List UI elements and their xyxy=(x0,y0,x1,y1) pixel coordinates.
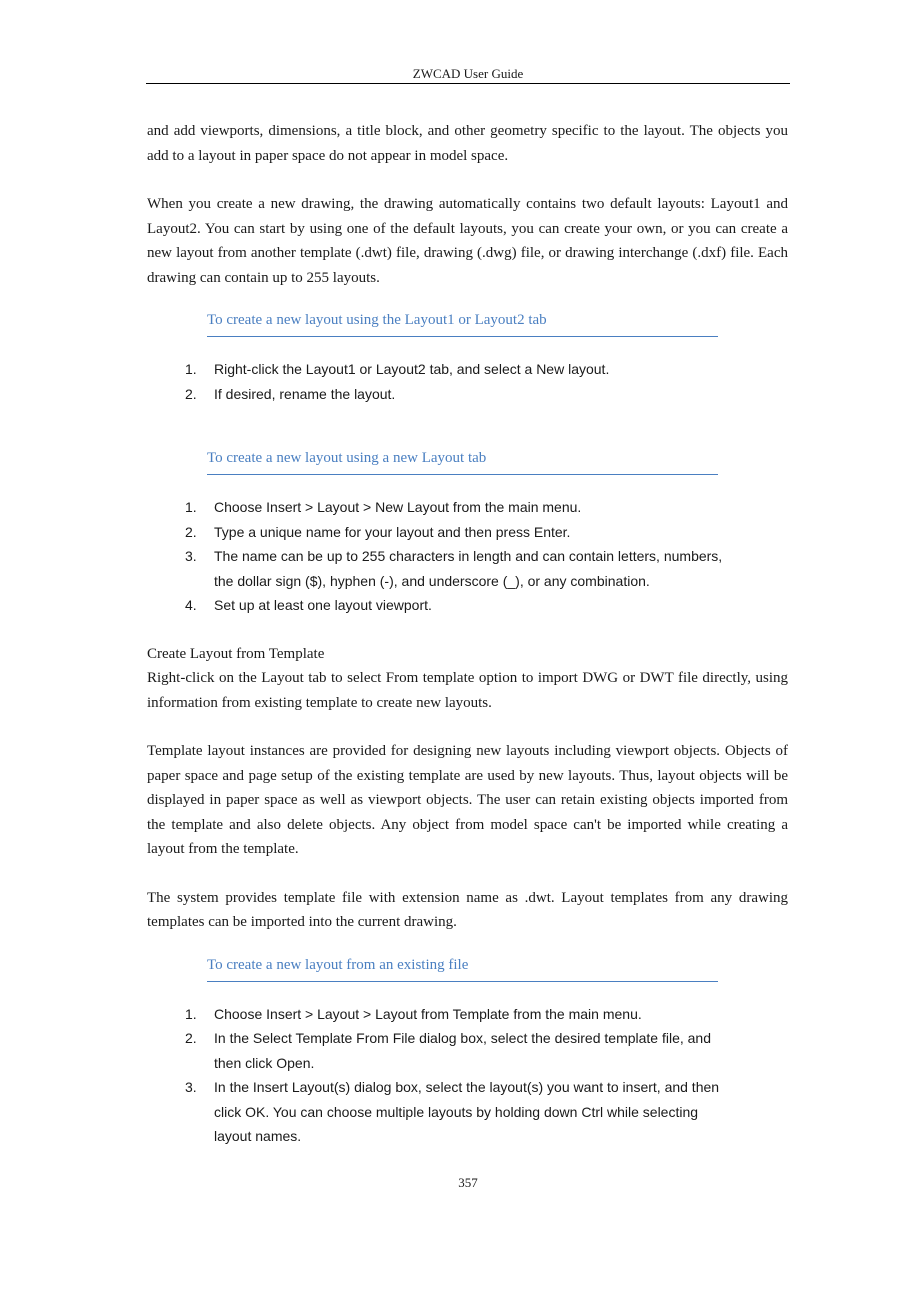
step-text: Set up at least one layout viewport. xyxy=(214,597,432,613)
page-body xyxy=(147,119,788,1149)
list-item xyxy=(185,382,728,407)
step-number: 1. xyxy=(185,499,197,515)
procedure-steps xyxy=(185,1002,728,1149)
step-text: In the Insert Layout(s) dialog box, select the layout(s) you want to insert, and then click OK. You can choose multiple layouts by holding down Ctrl while selecting layout names. xyxy=(214,1079,720,1144)
step-number: 2. xyxy=(185,385,197,402)
step-number: 1. xyxy=(185,361,197,377)
list-item xyxy=(185,495,728,520)
list-item xyxy=(185,1002,728,1027)
page-number: 357 xyxy=(458,1175,478,1190)
procedure-new-layout-tab xyxy=(207,448,718,475)
step-number: 2. xyxy=(185,523,197,540)
list-item xyxy=(185,357,728,382)
procedure-title: To create a new layout using the Layout1 or Layout2 tab xyxy=(207,310,718,337)
step-text: In the Select Template From File dialog box, select the desired template file, and then click Open. xyxy=(214,1030,712,1071)
step-number: 3. xyxy=(185,1079,197,1095)
paragraph-continuation: and add viewports, dimensions, a title block, and other geometry specific to the layout. The objects you add to a layout in paper space do not appear in model space. xyxy=(147,123,788,164)
paragraph-from-template: Right-click on the Layout tab to select From template option to import DWG or DWT file directly, using information from existing template to create new layouts. xyxy=(147,670,788,711)
step-number: 3. xyxy=(185,548,197,564)
list-item xyxy=(185,1075,728,1149)
step-number: 4. xyxy=(185,597,197,613)
procedure-title: To create a new layout using a new Layout tab xyxy=(207,448,718,475)
procedure-title: To create a new layout from an existing file xyxy=(207,955,718,982)
procedure-steps xyxy=(185,495,728,618)
step-text: Type a unique name for your layout and then press Enter. xyxy=(214,523,571,540)
running-header: ZWCAD User Guide xyxy=(412,66,524,81)
list-item xyxy=(185,1026,728,1075)
step-text: If desired, rename the layout. xyxy=(214,385,396,402)
procedure-existing-file xyxy=(207,955,718,982)
paragraph-default-layouts: When you create a new drawing, the drawing automatically contains two default layouts: Layout1 and Layout2. You can start by using one of the default layouts, you can create your own, or you can create a new layout from another template (.dwt) file, drawing (.dwg) file, or drawing interchange (.dxf) file. Each drawing can contain up to 255 layouts. xyxy=(147,196,788,286)
step-text: Choose Insert > Layout > New Layout from the main menu. xyxy=(214,499,582,515)
step-text: Right-click the Layout1 or Layout2 tab, and select a New layout. xyxy=(214,361,610,377)
step-number: 1. xyxy=(185,1005,197,1022)
paragraph-template-files: The system provides template file with extension name as .dwt. Layout templates from any drawing templates can be imported into the current drawing. xyxy=(147,889,788,930)
section-subheading: Create Layout from Template xyxy=(147,645,325,662)
list-item xyxy=(185,520,728,545)
procedure-layout-tab xyxy=(207,310,718,337)
step-text: The name can be up to 255 characters in length and can contain letters, numbers, the dollar sign ($), hyphen (-), and underscore (_), or any combination. xyxy=(214,548,723,589)
paragraph-template-instances: Template layout instances are provided for designing new layouts including viewport objects. Objects of paper space and page setup of the existing template are used by new layouts. Thus, layout objects will be displayed in paper space as well as viewport objects. The user can retain existing objects imported from the template and also delete objects. Any object from model space can't be imported while creating a layout from the template. xyxy=(147,743,788,857)
step-number: 2. xyxy=(185,1030,197,1046)
list-item xyxy=(185,544,728,593)
list-item xyxy=(185,593,728,618)
header-rule xyxy=(146,83,790,84)
step-text: Choose Insert > Layout > Layout from Template from the main menu. xyxy=(214,1005,642,1022)
procedure-steps xyxy=(185,357,728,406)
